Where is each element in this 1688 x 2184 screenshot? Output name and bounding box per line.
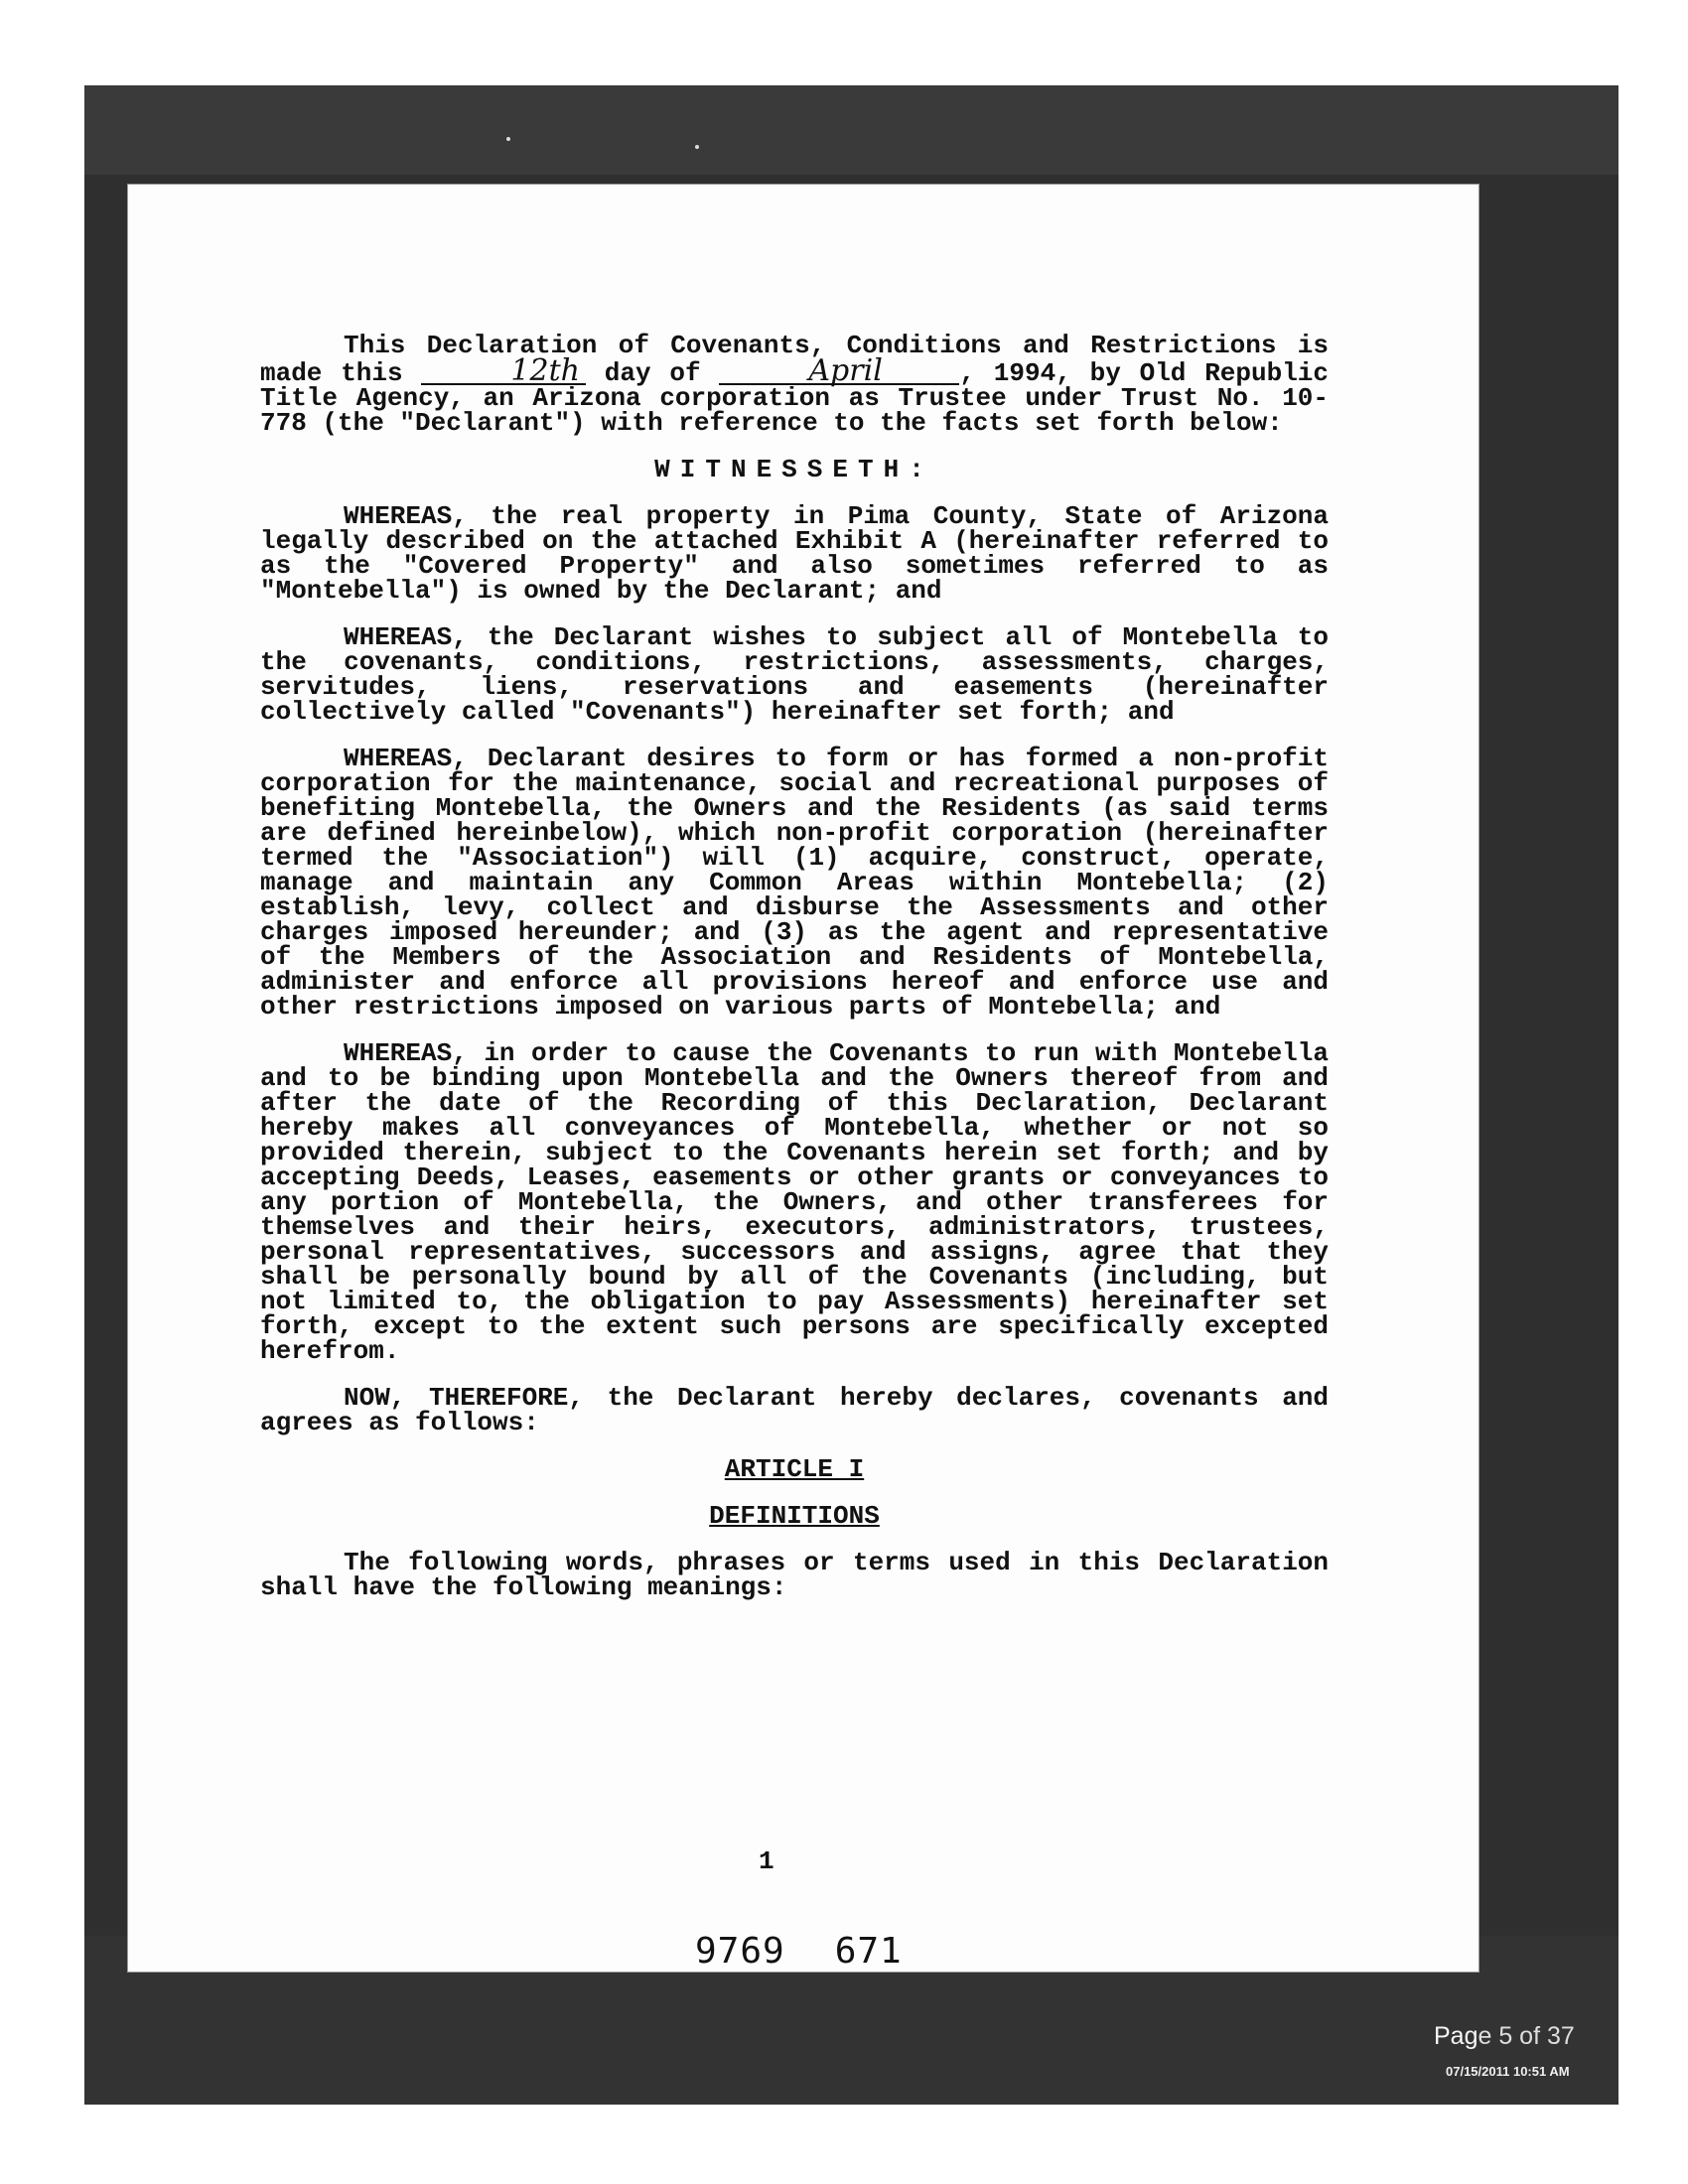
recording-numbers	[695, 1931, 952, 1972]
recording-book: 9769	[695, 1931, 785, 1972]
print-timestamp: 07/15/2011 10:51 AM	[1446, 2064, 1570, 2079]
page-counter	[1434, 2022, 1575, 2051]
recording-page: 671	[834, 1931, 903, 1972]
intro-text-end: , 1994, by Old Republic Title Agency, an Arizona corporation as Trustee under Trust No. 10-778 (the "Declarant") with reference to the facts set forth below:	[260, 358, 1330, 438]
scan-top-band	[84, 85, 1618, 175]
article-title: DEFINITIONS	[709, 1501, 880, 1531]
intro-text-mid: day of	[585, 358, 720, 388]
intro-paragraph	[260, 331, 1330, 438]
whereas-paragraph-2: WHEREAS, the Declarant wishes to subject all of Montebella to the covenants, conditions, restrictions, assessments, charges, servitudes, liens, reservations and easements (hereinafter collectively called "Covenants") hereinafter set forth; and	[260, 622, 1329, 727]
page-counter-prefix: Pag	[1434, 2022, 1478, 2050]
definitions-intro: The following words, phrases or terms used in this Declaration shall have the following meanings:	[260, 1548, 1329, 1602]
page-number: 1	[759, 1846, 774, 1876]
document-body	[260, 331, 1330, 1622]
page-counter-value: e 5 of 37	[1477, 2022, 1575, 2050]
article-heading: ARTICLE I	[724, 1454, 865, 1484]
now-therefore-paragraph: NOW, THEREFORE, the Declarant hereby declares, covenants and agrees as follows:	[260, 1383, 1329, 1437]
handwritten-month: April	[719, 358, 959, 385]
witnesseth-heading: WITNESSETH:	[654, 455, 934, 484]
whereas-paragraph-3: WHEREAS, Declarant desires to form or has formed a non-profit corporation for the maintenance, social and recreational purposes of benefiting Montebella, the Owners and the Residents (as said terms are defined hereinbelow), which non-profit corporation (hereinafter termed the "Association") will (1) acquire, construct, operate, manage and maintain any Common Areas within Montebella; (2) establish, levy, collect and disburse the Assessments and other charges imposed hereunder; and (3) as the agent and representative of the Members of the Association and Residents of Montebella, administer and enforce all provisions hereof and enforce use and other restrictions imposed on various parts of Montebella; and	[260, 744, 1329, 1022]
whereas-paragraph-4: WHEREAS, in order to cause the Covenants to run with Montebella and to be binding upon Montebella and the Owners thereof from and after the date of the Recording of this Declaration, Declarant hereby makes all conveyances of Montebella, whether or not so provided therein, subject to the Covenants herein set forth; and by accepting Deeds, Leases, easements or other grants or conveyances to any portion of Montebella, the Owners, and other transferees for themselves and their heirs, executors, administrators, trustees, personal representatives, successors and assigns, agree that they shall be personally bound by all of the Covenants (including, but not limited to, the obligation to pay Assessments) hereinafter set forth, except to the extent such persons are specifically excepted herefrom.	[260, 1038, 1329, 1366]
handwritten-day: 12th	[421, 358, 586, 385]
scan-speck	[506, 137, 510, 141]
scan-speck	[695, 145, 699, 149]
intro-text-start: This Declaration of Covenants, Conditions and Restrictions is made this	[260, 331, 1329, 388]
whereas-paragraph-1: WHEREAS, the real property in Pima County, State of Arizona legally described on the attached Exhibit A (hereinafter referred to as the "Covered Property" and also sometimes referred to as "Montebella") is owned by the Declarant; and	[260, 501, 1329, 606]
